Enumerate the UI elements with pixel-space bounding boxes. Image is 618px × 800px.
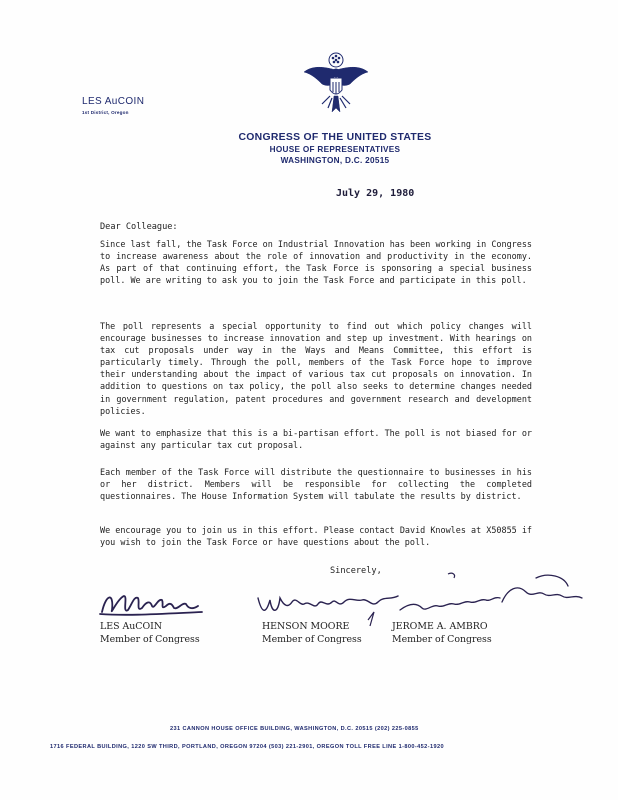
paragraph-1: Since last fall, the Task Force on Industrial Innovation has been working in Congress to increase awareness about the role of innovation and productivity in the economy. As part of that continuing effort, the Task Force is sponsoring a special business poll. We are writing to ask you to join the Task Force and participate in this poll. — [100, 239, 532, 286]
letterhead-city: WASHINGTON, D.C. 20515 — [280, 156, 390, 165]
sender-name: LES AuCOIN — [82, 96, 145, 107]
letterhead — [200, 132, 470, 165]
signer-moore — [262, 620, 362, 646]
signature-aucoin — [98, 588, 208, 620]
signer-name: LES AuCOIN — [100, 621, 163, 632]
footer-address-portland: 1716 FEDERAL BUILDING, 1220 SW THIRD, PORTLAND, OREGON 97204 (503) 221-2901, OREGON TOLL FREE LINE 1-800-452-1920 — [50, 744, 444, 750]
letter-date: July 29, 1980 — [336, 188, 415, 199]
closing: Sincerely, — [330, 566, 382, 576]
signer-title: Member of Congress — [262, 634, 362, 645]
signer-aucoin — [100, 620, 200, 646]
paragraph-5: We encourage you to join us in this effort. Please contact David Knowles at X50855 if you wish to join the Task Force or have questions about the poll. — [100, 525, 532, 548]
eagle-seal-icon — [300, 50, 372, 120]
letterhead-house: HOUSE OF REPRESENTATIVES — [269, 145, 401, 154]
paragraph-3: We want to emphasize that this is a bi-partisan effort. The poll is not biased for or against any particular tax cut proposal. — [100, 428, 532, 451]
salutation: Dear Colleague: — [100, 222, 178, 232]
signer-title: Member of Congress — [100, 634, 200, 645]
sender-district: 1st District, Oregon — [82, 110, 129, 115]
footer-address-dc: 231 CANNON HOUSE OFFICE BUILDING, WASHINGTON, D.C. 20515 (202) 225-0855 — [170, 726, 419, 732]
letterhead-congress: CONGRESS OF THE UNITED STATES — [238, 132, 432, 143]
paragraph-4: Each member of the Task Force will distribute the questionnaire to businesses in his or her district. Members will be responsible for collecting the completed questionnaires. The House Information System will tabulate the results by district. — [100, 467, 532, 502]
signer-title: Member of Congress — [392, 634, 492, 645]
signer-name: JEROME A. AMBRO — [392, 621, 488, 632]
paragraph-2: The poll represents a special opportunity to find out which policy changes will encourage businesses to increase innovation and step up investment. With hearings on tax cut proposals under way in the Ways and Means Committee, this effort is particularly timely. Through the poll, members of the Task Force hope to improve their understanding about the impact of various tax cut proposals on innovation. In addition to questions on tax policy, the poll also seeks to determine changes needed in government regulation, patent procedures and government research and development policies. — [100, 321, 532, 416]
signature-ambro — [398, 568, 588, 622]
signer-name: HENSON MOORE — [262, 621, 350, 632]
signer-ambro — [392, 620, 492, 646]
sender-block — [82, 96, 144, 115]
